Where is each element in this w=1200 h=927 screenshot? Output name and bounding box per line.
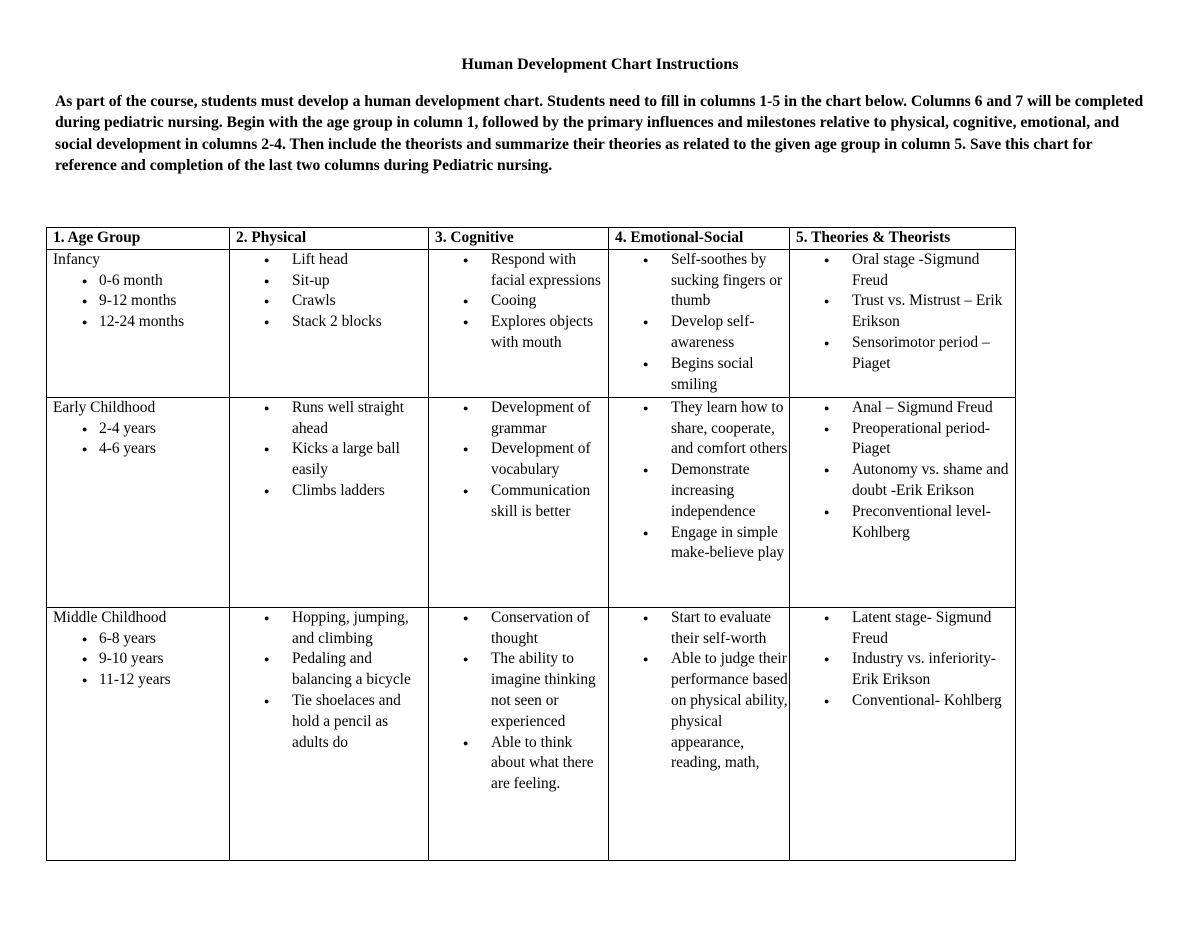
development-chart-table	[46, 227, 1016, 861]
cell-physical	[230, 397, 429, 607]
list-item: ● Preoperational period- Piaget	[852, 419, 1015, 461]
list-item: ● 9-12 months	[99, 291, 229, 312]
header-physical: 2. Physical	[230, 228, 429, 250]
list-item: ● The ability to imagine thinking not seen or experienced	[491, 649, 608, 732]
list-item: ● Preconventional level- Kohlberg	[852, 502, 1015, 544]
list-item: ● Able to think about what there are feeling.	[491, 733, 608, 795]
list-item: ● Sensorimotor period – Piaget	[852, 333, 1015, 375]
cell-ages	[47, 249, 230, 397]
cell-emotional	[609, 607, 790, 860]
list-item: ● 6-8 years	[99, 629, 229, 650]
header-theories: 5. Theories & Theorists	[790, 228, 1016, 250]
list-item: ● Able to judge their performance based on physical ability, physical appearance, reading, math,	[671, 649, 789, 774]
list-item: ● Autonomy vs. shame and doubt -Erik Erikson	[852, 460, 1015, 502]
list-item: ● Runs well straight ahead	[292, 398, 428, 440]
list-item: ● Lift head	[292, 250, 428, 271]
list-item: ● Latent stage- Sigmund Freud	[852, 608, 1015, 650]
list-item: ● Respond with facial expressions	[491, 250, 608, 292]
bullet-list	[615, 608, 789, 774]
cell-ages	[47, 397, 230, 607]
bullet-list	[236, 608, 428, 754]
bullet-list	[615, 250, 789, 396]
cell-ages	[47, 607, 230, 860]
cell-theories	[790, 249, 1016, 397]
cell-cognitive	[429, 249, 609, 397]
list-item: ● Sit-up	[292, 271, 428, 292]
age-group-label: Infancy	[53, 250, 100, 268]
list-item: ● Trust vs. Mistrust – Erik Erikson	[852, 291, 1015, 333]
bullet-list	[796, 250, 1015, 375]
list-item: ● Engage in simple make-believe play	[671, 523, 789, 565]
bullet-list	[796, 608, 1015, 712]
instructions-paragraph: As part of the course, students must develop a human development chart. Students need to fill in columns 1-5 in the chart below. Columns 6 and 7 will be completed during pediatric nursing. Begin with the age group in column 1, followed by the primary influences and milestones relative to physical, cognitive, emotional, and social development in columns 2-4. Then include the theorists and summarize their theories as related to the given age group in column 5. Save this chart for reference and completion of the last two columns during Pediatric nursing.	[55, 93, 1144, 174]
table-row	[47, 249, 1016, 397]
bullet-list	[53, 629, 229, 691]
header-cognitive: 3. Cognitive	[429, 228, 609, 250]
bullet-list	[615, 398, 789, 564]
bullet-list	[435, 250, 608, 354]
list-item: ● 11-12 years	[99, 670, 229, 691]
list-item: ● Begins social smiling	[671, 354, 789, 396]
bullet-list	[53, 419, 229, 461]
list-item: ● 9-10 years	[99, 649, 229, 670]
header-emotional-social: 4. Emotional-Social	[609, 228, 790, 250]
list-item: ● 4-6 years	[99, 439, 229, 460]
list-item: ● Cooing	[491, 291, 608, 312]
cell-cognitive	[429, 607, 609, 860]
list-item: ● Hopping, jumping, and climbing	[292, 608, 428, 650]
list-item: ● Climbs ladders	[292, 481, 428, 502]
document-title: Human Development Chart Instructions	[461, 56, 739, 73]
bullet-list	[435, 398, 608, 523]
list-item: ● Communication skill is better	[491, 481, 608, 523]
list-item: ● 12-24 months	[99, 312, 229, 333]
list-item: ● Kicks a large ball easily	[292, 439, 428, 481]
table-header-row	[47, 228, 1016, 250]
table-row	[47, 397, 1016, 607]
age-group-label: Middle Childhood	[53, 608, 167, 626]
cell-physical	[230, 607, 429, 860]
list-item: ● Development of vocabulary	[491, 439, 608, 481]
list-item: ● Conventional- Kohlberg	[852, 691, 1015, 712]
table-row	[47, 607, 1016, 860]
bullet-list	[236, 398, 428, 502]
list-item: ● 2-4 years	[99, 419, 229, 440]
bullet-list	[53, 271, 229, 333]
cell-emotional	[609, 397, 790, 607]
bullet-list	[796, 398, 1015, 544]
list-item: ● Development of grammar	[491, 398, 608, 440]
list-item: ● Crawls	[292, 291, 428, 312]
list-item: ● Self-soothes by sucking fingers or thumb	[671, 250, 789, 312]
list-item: ● Develop self-awareness	[671, 312, 789, 354]
list-item: ● They learn how to share, cooperate, and comfort others	[671, 398, 789, 460]
list-item: ● Stack 2 blocks	[292, 312, 428, 333]
age-group-label: Early Childhood	[53, 398, 156, 416]
list-item: ● Tie shoelaces and hold a pencil as adults do	[292, 691, 428, 753]
bullet-list	[236, 250, 428, 333]
bullet-list	[435, 608, 608, 795]
cell-theories	[790, 397, 1016, 607]
list-item: ● Conservation of thought	[491, 608, 608, 650]
cell-cognitive	[429, 397, 609, 607]
list-item: ● Industry vs. inferiority- Erik Erikson	[852, 649, 1015, 691]
list-item: ● Anal – Sigmund Freud	[852, 398, 1015, 419]
list-item: ● Explores objects with mouth	[491, 312, 608, 354]
list-item: ● 0-6 month	[99, 271, 229, 292]
list-item: ● Oral stage -Sigmund Freud	[852, 250, 1015, 292]
list-item: ● Pedaling and balancing a bicycle	[292, 649, 428, 691]
cell-theories	[790, 607, 1016, 860]
list-item: ● Demonstrate increasing independence	[671, 460, 789, 522]
cell-emotional	[609, 249, 790, 397]
header-age-group: 1. Age Group	[47, 228, 230, 250]
cell-physical	[230, 249, 429, 397]
list-item: ● Start to evaluate their self-worth	[671, 608, 789, 650]
